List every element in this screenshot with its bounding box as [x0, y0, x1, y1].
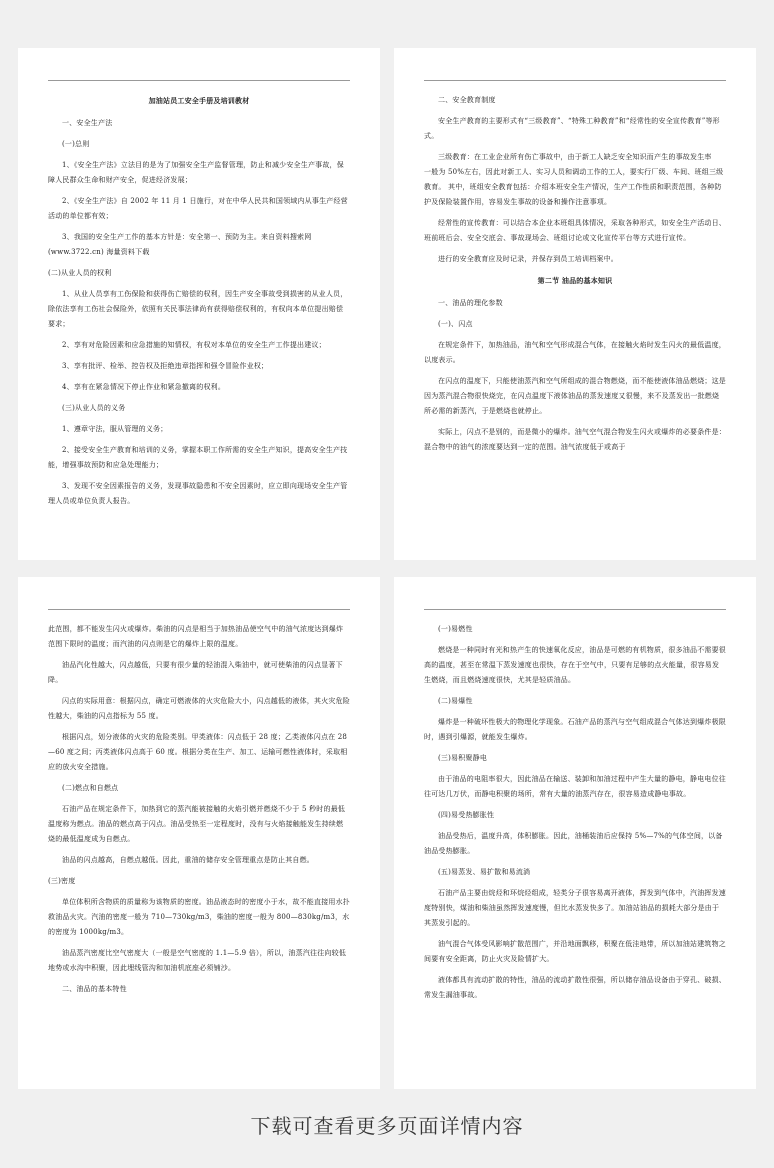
document-page-2 [394, 48, 756, 560]
page-content [424, 93, 741, 455]
paragraph: (二)易爆性 [438, 697, 473, 705]
paragraph: 三级教育：在工业企业所有伤亡事故中，由于新工人缺乏安全知识而产生的事故发生率 一般为 50%左右，因此对新工人、实习人员和调动工作的工人，要实行厂级、车间、班组三级教育。 其中，班组安全教育包括：介绍本班安全生产情况，生产工作性质和职责范围，各种防护及保险装置作用，容易发生事故的设备和操作注意事项。 [424, 153, 741, 206]
paragraph: 爆炸是一种破坏性极大的物理化学现象。石油产品的蒸汽与空气组成混合气体达到爆炸极限时，遇到引爆源，就能发生爆炸。 [424, 718, 726, 741]
paragraph: 二、安全教育制度 [438, 96, 496, 104]
paragraph: 油品受热后，温度升高，体积膨胀。因此，油桶装油后应保持 5%—7%的气体空间，以备油品受热膨胀。 [424, 832, 723, 855]
paragraph: (一)易燃性 [438, 625, 473, 633]
page-top-rule [48, 609, 350, 610]
paragraph: 由于油品的电阻率很大，因此油品在输送、装卸和加油过程中产生大量的静电，静电电位往往可达几万伏，而静电积聚的场所，常有大量的油蒸汽存在，很容易造成静电事故。 [424, 775, 726, 798]
paragraph: 1、《安全生产法》立法目的是为了加强安全生产监督管理，防止和减少安全生产事故，保障人民群众生命和财产安全，促进经济发展； [48, 161, 344, 184]
paragraph: 此范围，都不能发生闪火或爆炸。柴油的闪点是相当于加热油品使空气中的油气浓度达到爆炸范围下限时的温度；而汽油的闪点则是它的爆炸上限的温度。 [48, 625, 344, 648]
paragraph: (一)总则 [62, 140, 90, 148]
paragraph: 闪点的实际用意：根据闪点，确定可燃液体的火灾危险大小，闪点越低的液体，其火灾危险性越大，柴油的闪点指标为 55 度。 [48, 697, 350, 720]
paragraph: (二)从业人员的权利 [48, 269, 112, 277]
paragraph: (三)从业人员的义务 [62, 404, 126, 412]
paragraph: 石油产品主要由烷烃和环烷烃组成，轻类分子很容易离开液体，挥发到气体中，汽油挥发速度特别快，煤油和柴油虽然挥发速度慢，但比水蒸发快多了。加油站油品的损耗大部分是由于其蒸发引起的。 [424, 889, 726, 927]
paragraph: 第二节 油品的基本知识 [537, 276, 613, 285]
page-top-rule [424, 609, 726, 610]
paragraph: 二、油品的基本特性 [62, 985, 127, 993]
paragraph: (四)易受热膨胀性 [438, 811, 495, 819]
paragraph: 油品的闪点越高，自燃点越低。因此，重油的储存安全管理重点是防止其自燃。 [62, 856, 314, 864]
paragraph: 燃烧是一种同时有光和热产生的快速氧化反应，油品是可燃的有机物质，很多油品不需要很高的温度，甚至在常温下蒸发速度也很快，存在于空气中，只要有足够的点火能量，很容易发生燃烧，而且燃烧速度很快，尤其是轻质油品。 [424, 646, 726, 684]
paragraph: 单位体积所含物质的质量称为该物质的密度。油品液态时的密度小于水，故不能直接用水扑救油品火灾。汽油的密度一般为 710—730kg/m3，柴油的密度一般为 800—830kg/m3，水的密度为 1000kg/m3。 [48, 898, 350, 936]
paragraph: 2、《安全生产法》自 2002 年 11 月 1 日施行，对在中华人民共和国领域内从事生产经营活动的单位都有效； [48, 197, 348, 220]
paragraph: 油品汽化性越大，闪点越低，只要有很少量的轻油混入柴油中，就可使柴油的闪点显著下降。 [48, 661, 343, 684]
paragraph: (二)燃点和自燃点 [62, 784, 119, 792]
page-top-rule [424, 80, 726, 81]
document-page-3 [18, 577, 380, 1089]
paragraph: 实际上，闪点不是别的，而是微小的爆炸。油气空气混合物发生闪火或爆炸的必要条件是：混合物中的油气的浓度要达到一定的范围。油气浓度低于或高于 [424, 428, 726, 451]
paragraph: (五)易蒸发、易扩散和易流淌 [438, 868, 531, 876]
paragraph: 3、我国的安全生产工作的基本方针是：安全第一、预防为主。来自资料搜索网(www.3722.cn) 海量资料下载 [48, 233, 312, 256]
document-page-1 [18, 48, 380, 560]
paragraph: 安全生产教育的主要形式有“三级教育”、“特殊工种教育”和“经常性的安全宣传教育”等形式。 [424, 117, 720, 140]
paragraph: (三)易积聚静电 [438, 754, 488, 762]
paragraph: 在闪点的温度下，只能使油蒸汽和空气所组成的混合物燃烧，而不能使液体油品燃烧；这是因为蒸汽混合物很快烧完，在闪点温度下液体油品的蒸发速度又很慢，来不及蒸发出一批燃烧所必需的新蒸汽，于是燃烧也就停止。 [424, 377, 726, 415]
paragraph: 3、发现不安全因素报告的义务，发现事故隐患和不安全因素时，应立即向现场安全生产管理人员或单位负责人报告。 [48, 482, 348, 505]
paragraph: 进行的安全教育应及时记录，并保存到员工培训档案中。 [438, 255, 618, 263]
paragraph: 根据闪点，划分液体的火灾的危险类别。甲类液体：闪点低于 28 度；乙类液体闪点在 28—60 度之间；丙类液体闪点高于 60 度。根据分类在生产、加工、运输可燃性液体时，采取相应的放火安全措施。 [48, 733, 348, 771]
page-top-rule [48, 80, 350, 81]
page-content [48, 622, 350, 997]
paragraph: (三)密度 [48, 877, 76, 885]
paragraph: 石油产品在规定条件下，加热到它的蒸汽能被接触的火焰引燃并燃烧不少于 5 秒时的最低温度称为燃点。油品的燃点高于闪点。油品受热至一定程度时，没有与火焰接触能发生持续燃烧的最低温度成为自燃点。 [48, 805, 346, 843]
paragraph: 经常性的宣传教育：可以结合本企业本班组具体情况，采取各种形式，如安全生产活动日、班前班后会、安全交底会、事故现场会、班组讨论或文化宣传平台等方式进行宣传。 [424, 219, 726, 242]
paragraph: (一)、闪点 [438, 320, 473, 328]
paragraph: 油气混合气体受风影响扩散范围广，并沿地面飘移，积聚在低洼地带，所以加油站建筑物之间要有安全距离，防止火灾及险情扩大。 [424, 940, 726, 963]
paragraph: 液体都具有流动扩散的特性，油品的流动扩散性很强，所以储存油品设备由于穿孔、破损、常发生漏油事故。 [424, 976, 726, 999]
paragraph: 一、油品的理化参数 [438, 299, 503, 307]
paragraph: 油品蒸汽密度比空气密度大（一般是空气密度的 1.1—5.9 倍），所以，油蒸汽往往向较低地势或水沟中积聚，因此埋线管沟和加油机底座必须铺沙。 [48, 949, 347, 972]
paragraph: 一、安全生产法 [62, 119, 113, 127]
paragraph: 1、从业人员享有工伤保险和获得伤亡赔偿的权利，因生产安全事故受到损害的从业人员，除依法享有工伤社会保险外，依照有关民事法律尚有获得赔偿权利的，有权向本单位提出赔偿要求； [48, 290, 348, 328]
paragraph: 加油站员工安全手册及培训教材 [148, 96, 250, 105]
paragraph: 4、享有在紧急情况下停止作业和紧急撤离的权利。 [62, 383, 226, 391]
download-more-caption[interactable]: 下载可查看更多页面详情内容 [250, 1114, 524, 1138]
paragraph: 2、接受安全生产教育和培训的义务，掌握本职工作所需的安全生产知识，提高安全生产技能，增强事故预防和应急处理能力； [48, 446, 348, 469]
page-content [48, 93, 350, 509]
paragraph: 在规定条件下，加热油品，油气和空气形成混合气体，在接触火焰时发生闪火的最低温度，以度表示。 [424, 341, 726, 364]
paragraph: 2、享有对危险因素和应急措施的知情权，有权对本单位的安全生产工作提出建议； [62, 341, 326, 349]
document-page-4 [394, 577, 756, 1089]
paragraph: 3、享有批评、检举、控告权及拒绝违章指挥和强令冒险作业权； [62, 362, 269, 370]
page-content [424, 622, 726, 1003]
paragraph: 1、遵章守法，服从管理的义务； [62, 425, 168, 433]
